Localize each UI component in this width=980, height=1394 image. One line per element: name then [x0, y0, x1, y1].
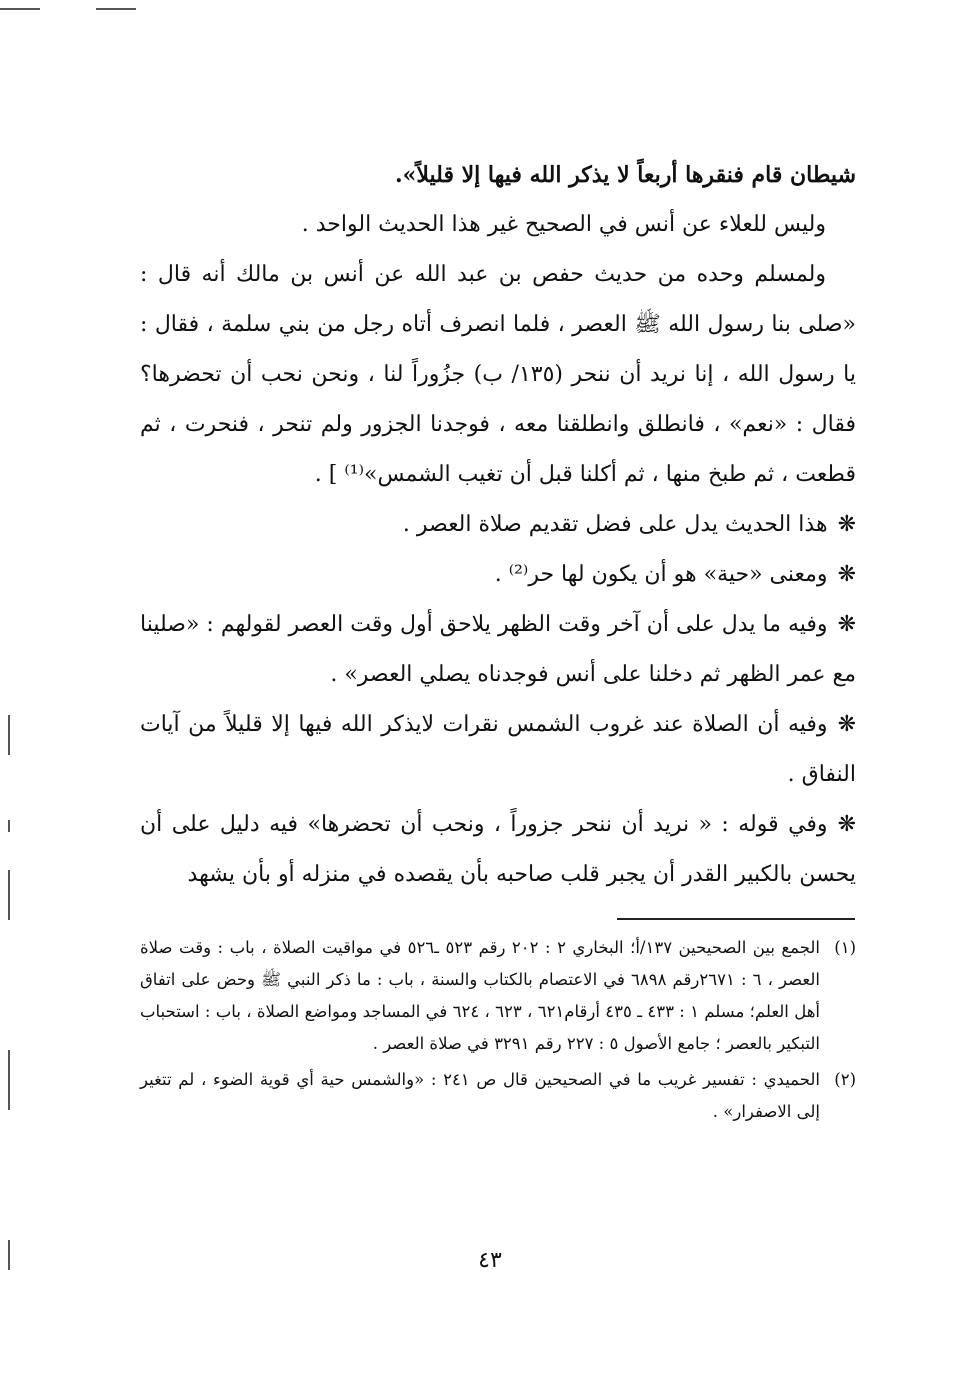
page-number: ٤٣ — [478, 1248, 502, 1273]
bullet-time — [140, 600, 856, 700]
scan-mark-top-mid — [96, 8, 136, 10]
bullet-text: وفي قوله : « نريد أن ننحر جزوراً ، ونحب أن تحضرها» فيه دليل على أن يحسن بالكبير القدر أن يجبر قلب صاحبه بأن يقصده في منزله أو بأن يشهد — [140, 812, 856, 887]
footnote-text: الجمع بين الصحيحين ١٣٧/أ؛ البخاري ٢ : ٢٠٢ رقم ٥٢٣ ـ٥٢٦ في مواقيت الصلاة ، باب : وقت صلاة العصر ، ٦ : ٢٦٧١رقم ٦٨٩٨ في الاعتصام بالكتاب والسنة ، باب : ما ذكر النبي ﷺ وحض على اتفاق أهل العلم؛ مسلم ١ : ٤٣٣ ـ ٤٣٥ أرقام٦٢١ ، ٦٢٣ ، ٦٢٤ في المساجد ومواضع الصلاة ، باب : استحباب التبكير بالعصر ؛ جامع الأصول ٥ : ٢٢٧ رقم ٣٢٩١ في صلاة العصر . — [140, 938, 820, 1053]
asterisk-icon: ❋ — [837, 562, 856, 587]
scan-mark-left-5 — [8, 1240, 10, 1270]
bullet-text: ومعنى «حية» هو أن يكون لها حر⁽²⁾ . — [494, 562, 828, 587]
bullet-text: هذا الحديث يدل على فضل تقديم صلاة العصر . — [402, 512, 828, 537]
asterisk-icon: ❋ — [837, 812, 856, 837]
scan-mark-left-4 — [8, 1050, 10, 1110]
asterisk-icon: ❋ — [837, 612, 856, 637]
asterisk-icon: ❋ — [837, 712, 856, 737]
main-text — [140, 150, 856, 900]
paragraph-muslim-narration: ولمسلم وحده من حديث حفص بن عبد الله عن أنس بن مالك أنه قال : «صلى بنا رسول الله ﷺ العصر ، فلما انصرف أتاه رجل من بني سلمة ، فقال : يا رسول الله ، إنا نريد أن ننحر (١٣٥/ ب) جزُوراً لنا ، ونحن نحب أن تحضرها؟ فقال : «نعم» ، فانطلق وانطلقنا معه ، فوجدنا الجزور ولم تنحر ، فنحرت ، ثم قطعت ، ثم طبخ منها ، ثم أكلنا قبل أن تغيب الشمس»⁽¹⁾ ] . — [140, 262, 857, 487]
footnote-number: (٢) — [834, 1070, 856, 1089]
scan-mark-top-left — [0, 8, 40, 10]
bullet-virtue — [140, 500, 856, 550]
footnotes — [140, 932, 856, 1132]
scan-mark-left-1 — [8, 715, 10, 755]
asterisk-icon: ❋ — [837, 512, 856, 537]
footnote-2 — [140, 1064, 856, 1128]
bullet-text: وفيه ما يدل على أن آخر وقت الظهر يلاحق أول وقت العصر لقولهم : «صلينا مع عمر الظهر ثم دخلنا على أنس فوجدناه يصلي العصر» . — [140, 612, 856, 687]
bullet-saying — [140, 800, 856, 900]
paragraph-note: وليس للعلاء عن أنس في الصحيح غير هذا الحديث الواحد . — [301, 212, 826, 237]
paragraph-hadith-end: شيطان قام فنقرها أربعاً لا يذكر الله فيها إلا قليلاً». — [394, 162, 856, 188]
footnote-1 — [140, 932, 856, 1060]
bullet-meaning — [140, 550, 856, 600]
bullet-sunset — [140, 700, 856, 800]
footnote-number: (١) — [834, 938, 856, 957]
footnote-divider — [617, 918, 855, 920]
footnote-text: الحميدي : تفسير غريب ما في الصحيحين قال ص ٢٤١ : «والشمس حية أي قوية الضوء ، لم تتغير إلى الاصفرار» . — [140, 1070, 820, 1121]
scan-mark-left-2 — [8, 820, 10, 832]
scan-mark-left-3 — [8, 870, 10, 920]
bullet-text: وفيه أن الصلاة عند غروب الشمس نقرات لايذكر الله فيها إلا قليلاً من آيات النفاق . — [140, 712, 856, 787]
